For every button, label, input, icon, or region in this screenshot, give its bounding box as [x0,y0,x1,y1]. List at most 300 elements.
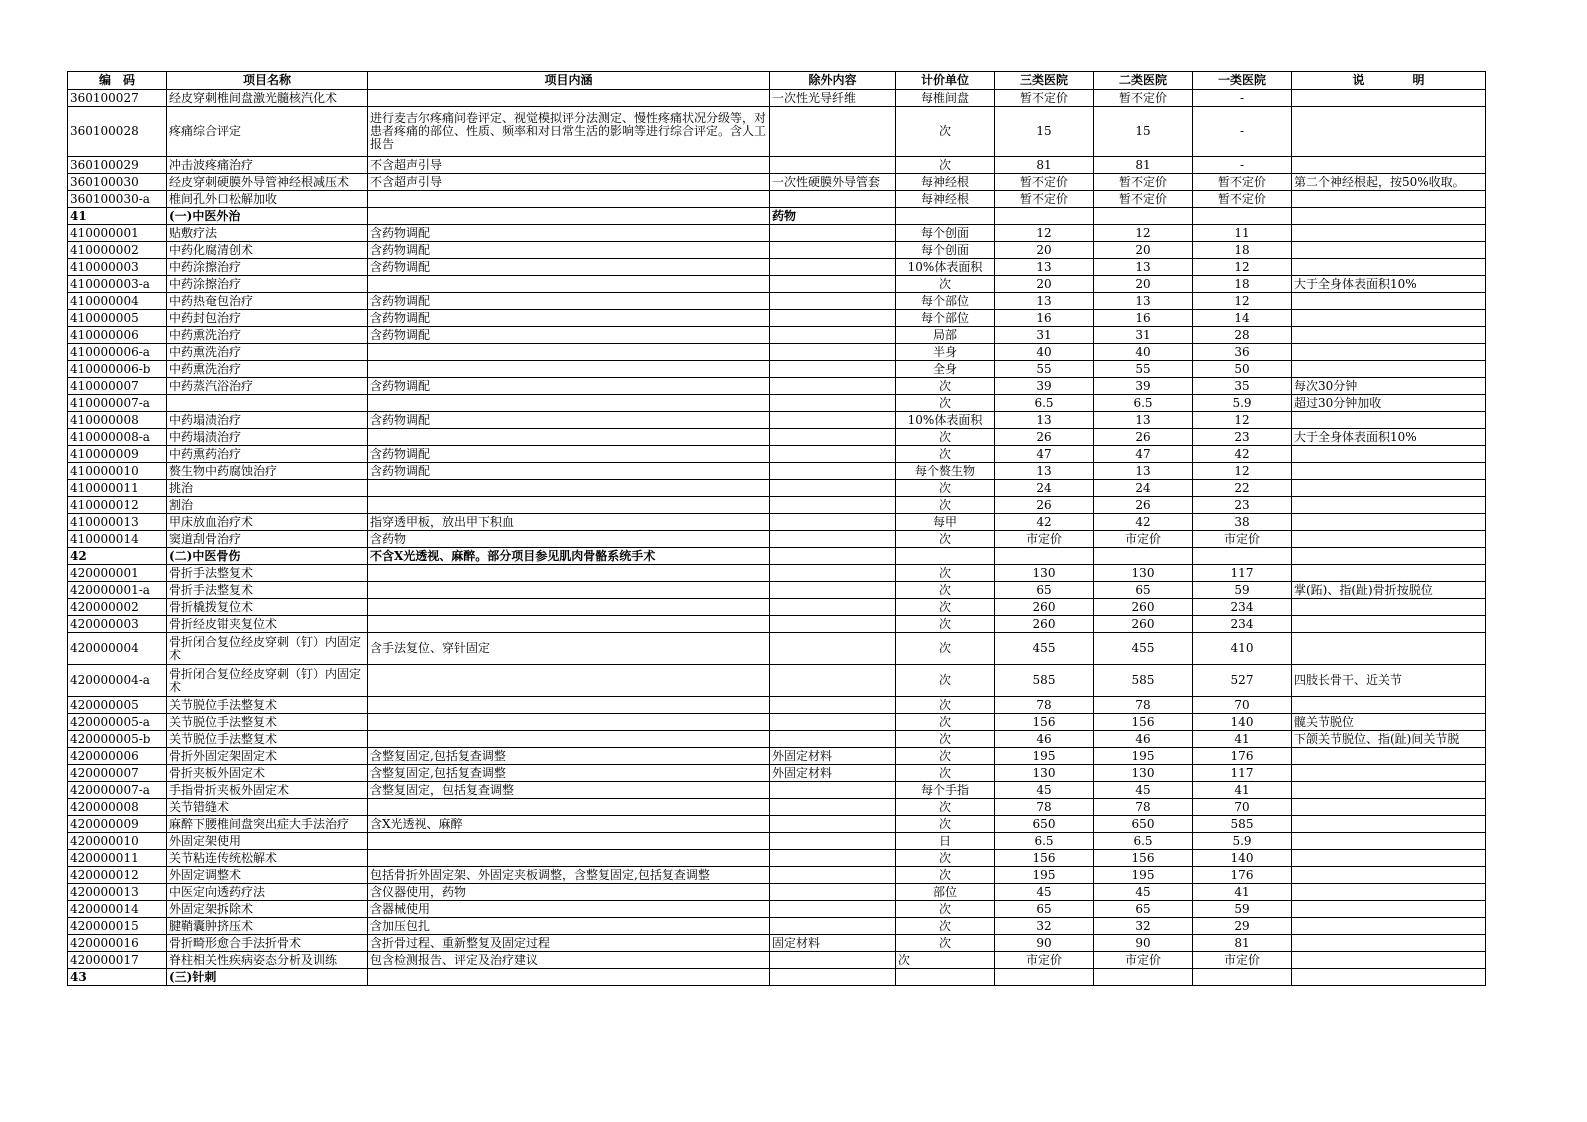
cell-exclusions [770,480,896,497]
cell-class2-price: 暂不定价 [1094,90,1193,107]
cell-unit: 每神经根 [896,191,995,208]
table-row [68,918,1486,935]
table-row [68,90,1486,107]
cell-code: 420000007-a [68,782,167,799]
table-row [68,782,1486,799]
cell-class3-price: 市定价 [995,952,1094,969]
cell-unit: 次 [896,107,995,157]
cell-exclusions [770,327,896,344]
cell-code: 360100029 [68,157,167,174]
cell-exclusions [770,969,896,986]
cell-code: 410000008 [68,412,167,429]
cell-name: 关节错缝术 [167,799,368,816]
cell-class2-price: 31 [1094,327,1193,344]
cell-name: 外固定调整术 [167,867,368,884]
table-row [68,157,1486,174]
cell-code: 420000005 [68,697,167,714]
table-row [68,174,1486,191]
cell-exclusions [770,395,896,412]
table-row [68,799,1486,816]
cell-name: 关节脱位手法整复术 [167,697,368,714]
cell-code: 420000015 [68,918,167,935]
cell-name: 经皮穿刺硬膜外导管神经根减压术 [167,174,368,191]
cell-class1-price: 41 [1193,731,1292,748]
cell-class3-price: 31 [995,327,1094,344]
cell-class2-price: 156 [1094,714,1193,731]
cell-class1-price: 12 [1193,463,1292,480]
cell-class1-price: 暂不定价 [1193,174,1292,191]
cell-unit: 次 [896,497,995,514]
cell-content: 含药物调配 [368,446,770,463]
cell-notes: 每次30分钟 [1292,378,1486,395]
cell-unit: 局部 [896,327,995,344]
cell-unit: 部位 [896,884,995,901]
cell-class3-price: 39 [995,378,1094,395]
cell-class3-price: 46 [995,731,1094,748]
cell-name: 手指骨折夹板外固定术 [167,782,368,799]
table-row [68,446,1486,463]
cell-code: 420000009 [68,816,167,833]
cell-class1-price [1193,548,1292,565]
cell-exclusions: 外固定材料 [770,748,896,765]
cell-exclusions [770,731,896,748]
cell-content [368,497,770,514]
cell-notes: 掌(跖)、指(趾)骨折按脱位 [1292,582,1486,599]
cell-content: 不含X光透视、麻醉。部分项目参见肌肉骨骼系统手术 [368,548,770,565]
cell-notes [1292,565,1486,582]
cell-exclusions [770,714,896,731]
cell-code: 410000011 [68,480,167,497]
cell-class2-price: 65 [1094,582,1193,599]
cell-exclusions [770,582,896,599]
header-unit: 计价单位 [896,72,995,90]
cell-class2-price: 65 [1094,901,1193,918]
cell-notes [1292,633,1486,665]
cell-name: 中药熏药治疗 [167,446,368,463]
cell-class1-price: 23 [1193,497,1292,514]
cell-code: 410000012 [68,497,167,514]
cell-class3-price: 55 [995,361,1094,378]
cell-content: 含药物调配 [368,378,770,395]
cell-class2-price: 13 [1094,412,1193,429]
table-row [68,850,1486,867]
cell-class3-price: 13 [995,259,1094,276]
cell-exclusions [770,633,896,665]
cell-class2-price: 90 [1094,935,1193,952]
cell-code: 420000007 [68,765,167,782]
cell-class3-price: 45 [995,782,1094,799]
price-table [67,71,1486,986]
cell-class2-price: 81 [1094,157,1193,174]
cell-class3-price: 13 [995,463,1094,480]
cell-content [368,191,770,208]
cell-content: 含整复固定,包括复查调整 [368,748,770,765]
cell-class1-price: 18 [1193,276,1292,293]
cell-code: 360100030 [68,174,167,191]
table-row [68,412,1486,429]
cell-notes [1292,952,1486,969]
cell-notes [1292,497,1486,514]
cell-class3-price: 585 [995,665,1094,697]
cell-class3-price: 市定价 [995,531,1094,548]
cell-name: 贴敷疗法 [167,225,368,242]
cell-notes: 第二个神经根起，按50%收取。 [1292,174,1486,191]
table-row [68,565,1486,582]
cell-unit: 次 [896,748,995,765]
cell-class3-price: 40 [995,344,1094,361]
cell-content [368,714,770,731]
cell-code: 420000016 [68,935,167,952]
cell-notes [1292,867,1486,884]
table-row [68,714,1486,731]
cell-name: 椎间孔外口松解加收 [167,191,368,208]
cell-unit: 次 [896,799,995,816]
cell-name: 外固定架拆除术 [167,901,368,918]
cell-exclusions [770,782,896,799]
cell-notes [1292,293,1486,310]
cell-class1-price: - [1193,157,1292,174]
cell-class3-price: 81 [995,157,1094,174]
cell-class2-price: 市定价 [1094,531,1193,548]
cell-class2-price: 650 [1094,816,1193,833]
cell-notes: 大于全身体表面积10% [1292,276,1486,293]
cell-class3-price: 78 [995,697,1094,714]
cell-content: 含器械使用 [368,901,770,918]
cell-exclusions [770,429,896,446]
cell-notes: 大于全身体表面积10% [1292,429,1486,446]
cell-code: 410000007 [68,378,167,395]
cell-name: 中药熏洗治疗 [167,344,368,361]
cell-content: 含药物调配 [368,310,770,327]
cell-class2-price: 156 [1094,850,1193,867]
cell-notes: 四肢长骨干、近关节 [1292,665,1486,697]
cell-code: 360100030-a [68,191,167,208]
cell-content: 含整复固定,包括复查调整 [368,765,770,782]
cell-exclusions [770,225,896,242]
cell-class1-price: 50 [1193,361,1292,378]
cell-content: 不含超声引导 [368,157,770,174]
cell-unit: 次 [896,765,995,782]
cell-notes [1292,935,1486,952]
cell-notes [1292,157,1486,174]
cell-content [368,697,770,714]
cell-exclusions [770,242,896,259]
cell-exclusions [770,867,896,884]
cell-class3-price: 15 [995,107,1094,157]
cell-unit: 次 [896,531,995,548]
cell-class2-price: 39 [1094,378,1193,395]
cell-class3-price: 65 [995,582,1094,599]
cell-class2-price: 46 [1094,731,1193,748]
cell-exclusions [770,952,896,969]
cell-content: 含药物调配 [368,412,770,429]
cell-code: 420000004-a [68,665,167,697]
cell-class2-price: 26 [1094,497,1193,514]
cell-code: 410000008-a [68,429,167,446]
cell-class3-price: 6.5 [995,833,1094,850]
cell-notes [1292,361,1486,378]
cell-class3-price: 26 [995,497,1094,514]
cell-code: 410000004 [68,293,167,310]
header-class2-price: 二类医院 [1094,72,1193,90]
cell-code: 360100028 [68,107,167,157]
cell-unit: 次 [896,446,995,463]
cell-notes [1292,90,1486,107]
table-row [68,616,1486,633]
cell-class2-price: 26 [1094,429,1193,446]
cell-class1-price: 41 [1193,884,1292,901]
cell-notes [1292,225,1486,242]
cell-unit: 每个赘生物 [896,463,995,480]
cell-exclusions [770,599,896,616]
cell-name: 甲床放血治疗术 [167,514,368,531]
cell-notes [1292,412,1486,429]
cell-class3-price: 130 [995,565,1094,582]
cell-class1-price: 527 [1193,665,1292,697]
cell-content [368,850,770,867]
cell-exclusions [770,378,896,395]
cell-class2-price: 195 [1094,867,1193,884]
cell-notes [1292,765,1486,782]
cell-content: 含药物调配 [368,259,770,276]
header-exclusions: 除外内容 [770,72,896,90]
cell-class2-price: 455 [1094,633,1193,665]
cell-exclusions [770,463,896,480]
cell-name: 中药封包治疗 [167,310,368,327]
cell-name: 关节脱位手法整复术 [167,731,368,748]
cell-code: 420000005-a [68,714,167,731]
cell-code: 420000001 [68,565,167,582]
cell-notes [1292,327,1486,344]
cell-class3-price [995,548,1094,565]
cell-name: 中药塌渍治疗 [167,429,368,446]
cell-class1-price: 176 [1193,748,1292,765]
cell-code: 420000017 [68,952,167,969]
cell-unit: 次 [896,582,995,599]
table-row [68,276,1486,293]
cell-code: 43 [68,969,167,986]
cell-class1-price: 5.9 [1193,833,1292,850]
cell-code: 420000006 [68,748,167,765]
cell-class1-price: 5.9 [1193,395,1292,412]
cell-content: 含X光透视、麻醉 [368,816,770,833]
cell-class2-price: 暂不定价 [1094,191,1193,208]
cell-exclusions [770,310,896,327]
cell-name: 冲击波疼痛治疗 [167,157,368,174]
cell-unit: 次 [896,935,995,952]
cell-class3-price: 156 [995,850,1094,867]
cell-exclusions [770,107,896,157]
cell-notes [1292,616,1486,633]
cell-notes [1292,901,1486,918]
header-class3-price: 三类医院 [995,72,1094,90]
cell-notes: 超过30分钟加收 [1292,395,1486,412]
cell-content: 不含超声引导 [368,174,770,191]
cell-notes [1292,480,1486,497]
table-row [68,867,1486,884]
cell-class2-price [1094,548,1193,565]
cell-content [368,565,770,582]
cell-class1-price: 59 [1193,901,1292,918]
table-row [68,429,1486,446]
cell-exclusions [770,344,896,361]
cell-code: 420000003 [68,616,167,633]
cell-content [368,480,770,497]
table-row [68,497,1486,514]
cell-class1-price: 117 [1193,565,1292,582]
cell-content [368,969,770,986]
cell-unit: 次 [896,633,995,665]
cell-exclusions [770,531,896,548]
cell-class3-price: 6.5 [995,395,1094,412]
cell-content: 含仪器使用，药物 [368,884,770,901]
cell-name: 中医定向透药疗法 [167,884,368,901]
cell-unit: 次 [896,867,995,884]
cell-class2-price: 78 [1094,799,1193,816]
cell-exclusions [770,884,896,901]
cell-code: 360100027 [68,90,167,107]
cell-unit [896,548,995,565]
cell-name: 骨折手法整复术 [167,582,368,599]
table-row [68,361,1486,378]
cell-class1-price: 36 [1193,344,1292,361]
cell-name: 割治 [167,497,368,514]
cell-notes [1292,344,1486,361]
cell-unit: 每甲 [896,514,995,531]
cell-content: 含药物调配 [368,293,770,310]
cell-unit: 每个创面 [896,242,995,259]
cell-name: 中药蒸汽浴治疗 [167,378,368,395]
header-content: 项目内涵 [368,72,770,90]
cell-content: 含加压包扎 [368,918,770,935]
cell-class3-price: 195 [995,867,1094,884]
cell-class3-price: 暂不定价 [995,90,1094,107]
cell-class3-price: 47 [995,446,1094,463]
cell-exclusions [770,918,896,935]
cell-class3-price: 13 [995,412,1094,429]
cell-notes [1292,531,1486,548]
cell-unit: 次 [896,378,995,395]
cell-class3-price: 130 [995,765,1094,782]
cell-content [368,276,770,293]
table-row [68,463,1486,480]
table-row [68,107,1486,157]
cell-unit: 日 [896,833,995,850]
cell-content: 包括骨折外固定架、外固定夹板调整，含整复固定,包括复查调整 [368,867,770,884]
table-row [68,599,1486,616]
cell-class2-price: 47 [1094,446,1193,463]
cell-class1-price: 35 [1193,378,1292,395]
cell-exclusions [770,361,896,378]
cell-unit: 每个部位 [896,293,995,310]
cell-code: 420000011 [68,850,167,867]
cell-class3-price: 45 [995,884,1094,901]
cell-class2-price: 130 [1094,765,1193,782]
cell-class1-price [1193,208,1292,225]
cell-exclusions [770,412,896,429]
cell-class2-price [1094,208,1193,225]
cell-notes [1292,833,1486,850]
cell-name: 中药热奄包治疗 [167,293,368,310]
cell-class2-price: 24 [1094,480,1193,497]
cell-unit: 每个部位 [896,310,995,327]
cell-content: 进行麦吉尔疼痛问卷评定、视觉模拟评分法测定、慢性疼痛状况分级等，对患者疼痛的部位、性质、频率和对日常生活的影响等进行综合评定。含人工报告 [368,107,770,157]
cell-content: 含手法复位、穿针固定 [368,633,770,665]
cell-unit: 次 [896,599,995,616]
cell-class1-price: - [1193,90,1292,107]
cell-name: 骨折畸形愈合手法折骨术 [167,935,368,952]
cell-exclusions: 药物 [770,208,896,225]
cell-class2-price: 6.5 [1094,395,1193,412]
cell-name: 中药熏洗治疗 [167,361,368,378]
cell-code: 410000013 [68,514,167,531]
cell-notes [1292,310,1486,327]
cell-name: 骨折橇拨复位术 [167,599,368,616]
table-row [68,731,1486,748]
cell-class3-price: 12 [995,225,1094,242]
table-row [68,191,1486,208]
cell-exclusions [770,850,896,867]
cell-class1-price: - [1193,107,1292,157]
cell-notes: 髋关节脱位 [1292,714,1486,731]
cell-class1-price: 234 [1193,599,1292,616]
cell-unit: 次 [896,157,995,174]
cell-content [368,208,770,225]
cell-content: 含整复固定，包括复查调整 [368,782,770,799]
cell-name: 骨折闭合复位经皮穿刺（钉）内固定术 [167,665,368,697]
cell-unit: 次 [896,850,995,867]
cell-name: 骨折外固定架固定术 [167,748,368,765]
cell-class1-price: 14 [1193,310,1292,327]
table-row [68,310,1486,327]
cell-code: 420000004 [68,633,167,665]
cell-unit: 每椎间盘 [896,90,995,107]
cell-unit: 次 [896,395,995,412]
cell-exclusions [770,548,896,565]
cell-class3-price: 13 [995,293,1094,310]
cell-class1-price: 140 [1193,850,1292,867]
cell-exclusions [770,259,896,276]
cell-name: 骨折闭合复位经皮穿刺（钉）内固定术 [167,633,368,665]
cell-exclusions [770,157,896,174]
cell-unit: 半身 [896,344,995,361]
cell-class2-price: 13 [1094,293,1193,310]
cell-class2-price: 78 [1094,697,1193,714]
cell-content [368,582,770,599]
cell-exclusions [770,565,896,582]
cell-unit: 次 [896,616,995,633]
cell-class1-price: 42 [1193,446,1292,463]
cell-name [167,395,368,412]
cell-notes: 下颌关节脱位、指(趾)间关节脱 [1292,731,1486,748]
cell-class1-price [1193,969,1292,986]
table-row [68,395,1486,412]
cell-class1-price: 市定价 [1193,952,1292,969]
cell-unit: 次 [896,901,995,918]
cell-exclusions [770,446,896,463]
cell-name: 麻醉下腰椎间盘突出症大手法治疗 [167,816,368,833]
cell-class3-price: 65 [995,901,1094,918]
cell-code: 420000013 [68,884,167,901]
cell-name: 中药熏洗治疗 [167,327,368,344]
cell-class3-price: 260 [995,616,1094,633]
cell-notes [1292,242,1486,259]
table-row [68,633,1486,665]
cell-name: (三)针刺 [167,969,368,986]
table-row [68,833,1486,850]
cell-class2-price: 6.5 [1094,833,1193,850]
cell-class1-price: 28 [1193,327,1292,344]
